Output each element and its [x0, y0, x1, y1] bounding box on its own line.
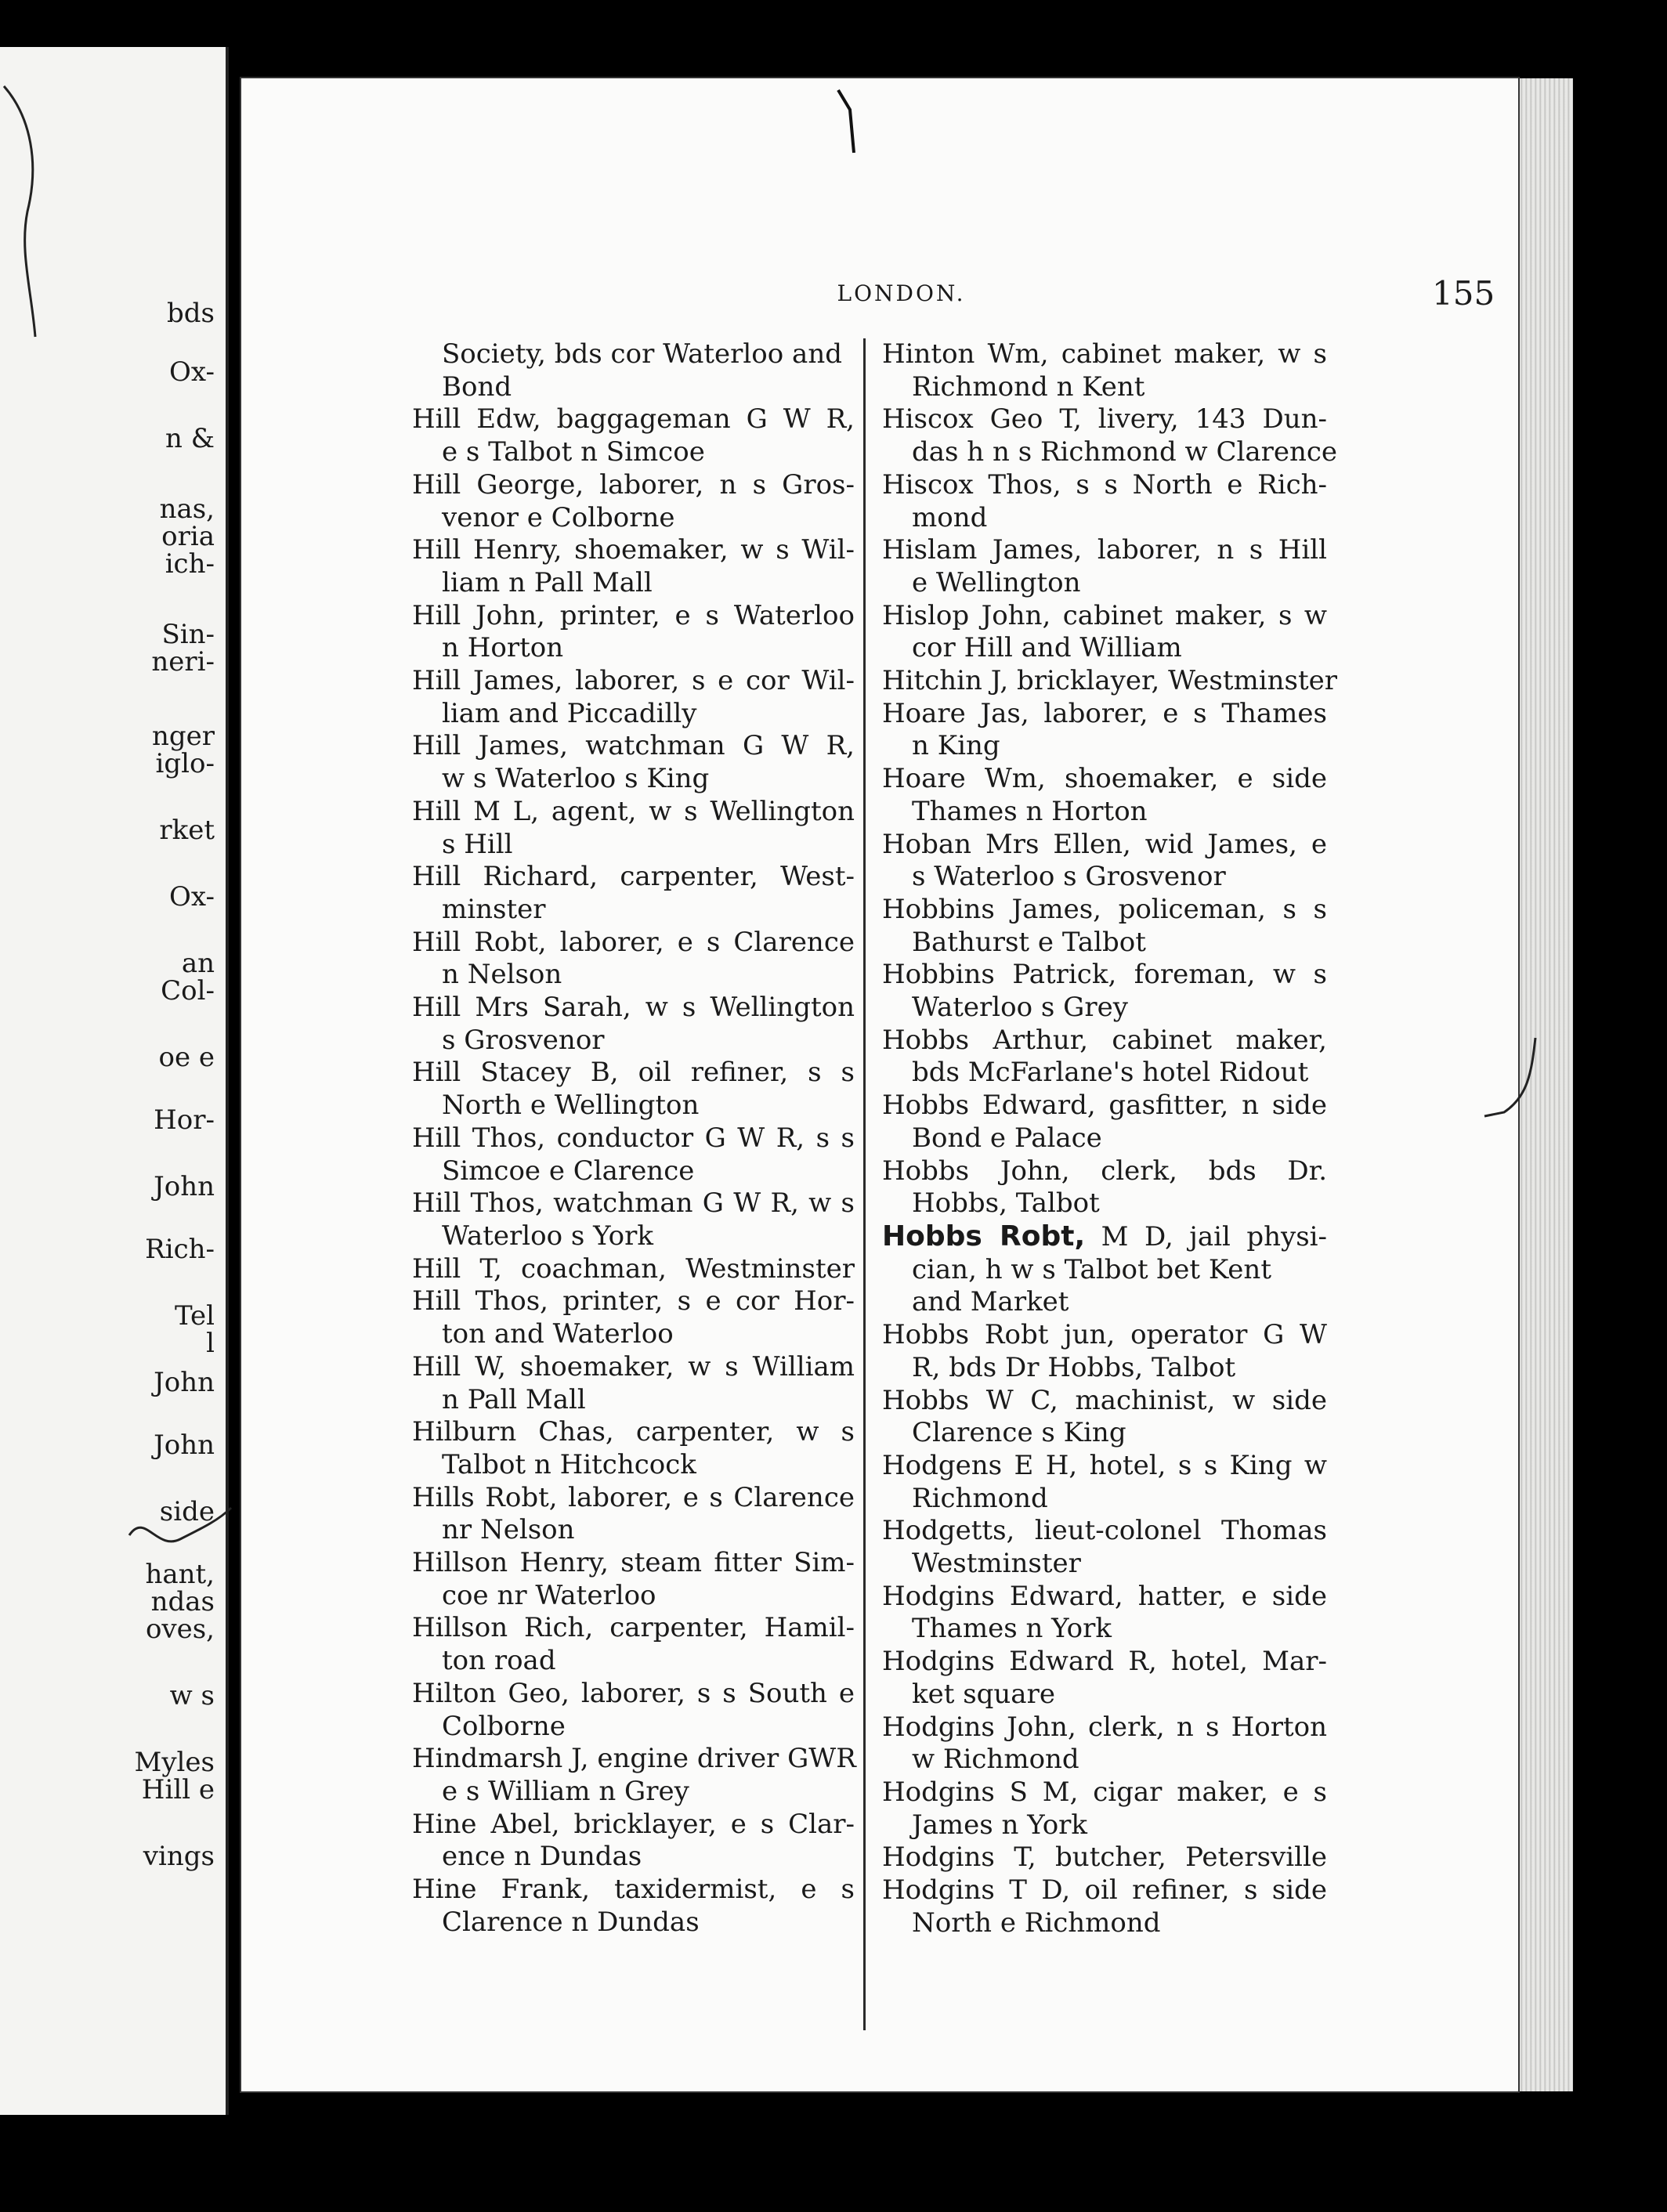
entry-line: Hiscox Thos, s s North e Rich- — [882, 468, 1327, 501]
entry-continuation: n King — [912, 730, 1000, 762]
entry-line: Hill Thos, watchman G W R, w s — [412, 1187, 855, 1220]
entry-continuation: Clarence n Dundas — [442, 1906, 700, 1938]
entry-line: Hobbs W C, machinist, w side — [882, 1384, 1327, 1416]
left-column — [412, 338, 855, 1939]
entry-line: Society, bds cor Waterloo and — [442, 338, 842, 370]
entry-line: Hoare Wm, shoemaker, e side — [882, 763, 1327, 795]
fragment-text: rket — [159, 815, 215, 846]
fragment-text: Ox- — [169, 356, 215, 388]
entry-continuation: venor e Colborne — [442, 501, 675, 533]
fragment-text: Ox- — [169, 881, 215, 913]
fragment-text: ndas — [150, 1586, 215, 1617]
directory-entry — [412, 1253, 855, 1286]
entry-continuation: Colborne — [442, 1710, 566, 1742]
entry-continuation: ton and Waterloo — [442, 1318, 674, 1350]
entry-line: Hill James, laborer, s e cor Wil- — [412, 665, 855, 697]
directory-entry — [412, 1122, 855, 1187]
entry-continuation: Westminster — [912, 1548, 1081, 1580]
entry-line: Hitchin J, bricklayer, Westminster — [882, 665, 1338, 697]
column-rule — [863, 338, 866, 2030]
directory-entry — [882, 829, 1327, 894]
entry-continuation: Bathurst e Talbot — [912, 926, 1146, 958]
directory-entry — [412, 796, 855, 861]
entry-continuation: Richmond n Kent — [912, 370, 1145, 403]
fragment-text: iglo- — [155, 748, 215, 779]
directory-entry — [882, 698, 1327, 763]
directory-entry — [412, 1187, 855, 1252]
fragment-text: Tel — [174, 1300, 215, 1332]
entry-continuation: R, bds Dr Hobbs, Talbot — [912, 1351, 1236, 1383]
directory-entry — [882, 1842, 1327, 1874]
entry-continuation: n Horton — [442, 632, 564, 664]
entry-line: Hodgins T D, oil refiner, s side — [882, 1874, 1327, 1907]
entry-continuation: coe nr Waterloo — [442, 1579, 656, 1611]
fragment-text: side — [159, 1496, 215, 1527]
directory-entry — [882, 1711, 1327, 1776]
directory-entry — [412, 1482, 855, 1547]
directory-entry — [412, 927, 855, 992]
running-head: LONDON. — [837, 280, 966, 306]
entry-continuation: s Waterloo s Grosvenor — [912, 861, 1226, 893]
directory-entry — [882, 894, 1327, 959]
directory-entry — [412, 1057, 855, 1122]
directory-entry — [412, 600, 855, 665]
fragment-text: w s — [169, 1680, 215, 1711]
entry-continuation: e Wellington — [912, 566, 1081, 598]
directory-entry — [882, 403, 1338, 468]
entry-continuation: Waterloo s York — [442, 1220, 653, 1252]
entry-line: Hoare Jas, laborer, e s Thames — [882, 697, 1327, 729]
fragment-text: oria — [161, 521, 215, 552]
directory-entry — [412, 1809, 855, 1874]
directory-entry — [882, 338, 1327, 403]
entry-continuation: e s Talbot n Simcoe — [442, 436, 705, 468]
entry-continuation: James n York — [912, 1809, 1088, 1841]
entry-line: Hiscox Geo T, livery, 143 Dun- — [882, 403, 1327, 436]
scan-curl-left — [0, 70, 63, 352]
page-number: 155 — [1432, 274, 1495, 313]
directory-entry — [882, 1319, 1327, 1384]
entry-continuation: ket square — [912, 1678, 1055, 1710]
directory-entry — [412, 1351, 855, 1416]
directory-entry — [412, 1678, 855, 1743]
fragment-text: neri- — [151, 646, 215, 678]
entry-line: Hobbs Arthur, cabinet maker, — [882, 1024, 1327, 1056]
directory-entry — [412, 665, 855, 730]
entry-continuation: liam and Piccadilly — [442, 697, 697, 729]
entry-continuation: w Richmond — [912, 1744, 1079, 1776]
entry-line: Hodgins Edward, hatter, e side — [882, 1580, 1327, 1612]
fragment-text: bds — [167, 298, 215, 329]
pencil-squiggle — [125, 1504, 235, 1559]
entry-continuation: North e Wellington — [442, 1090, 700, 1122]
directory-entry — [412, 992, 855, 1057]
entry-continuation: bds McFarlane's hotel Ridout — [912, 1057, 1309, 1089]
entry-line: Hill W, shoemaker, w s William — [412, 1350, 855, 1382]
entry-line: Hill Robt, laborer, e s Clarence — [412, 926, 855, 958]
fragment-text: Hill e — [141, 1774, 215, 1805]
directory-entry — [412, 534, 855, 599]
entry-line: Hill John, printer, e s Waterloo — [412, 599, 855, 631]
entry-line: Hodgins T, butcher, Petersville — [882, 1842, 1327, 1874]
directory-entry — [412, 861, 855, 926]
entry-line: Hindmarsh J, engine driver GWR — [412, 1743, 856, 1775]
directory-entry — [412, 469, 855, 534]
entry-name: Hobbs Robt, — [882, 1220, 1086, 1252]
entry-continuation: Bond — [442, 370, 512, 403]
directory-entry — [882, 1776, 1327, 1842]
entry-continuation: das h n s Richmond w Clarence — [912, 436, 1338, 468]
entry-line: Hobbins James, policeman, s s — [882, 893, 1327, 925]
fragment-text: John — [154, 1171, 215, 1202]
fragment-text: l — [206, 1328, 215, 1359]
entry-line: Hill James, watchman G W R, — [412, 730, 855, 762]
directory-entry — [882, 600, 1327, 665]
directory-entry — [882, 1155, 1327, 1220]
directory-page — [241, 78, 1518, 2091]
directory-entry — [882, 1515, 1327, 1580]
entry-continuation: minster — [442, 893, 546, 925]
directory-entry — [882, 959, 1327, 1024]
fragment-text: Hor- — [154, 1104, 215, 1136]
entry-line: Hill George, laborer, n s Gros- — [412, 468, 855, 501]
entry-continuation: liam n Pall Mall — [442, 566, 653, 598]
pencil-squiggle — [1481, 1034, 1543, 1120]
directory-entry — [882, 1581, 1327, 1646]
directory-entry — [882, 1090, 1327, 1155]
fragment-text: John — [154, 1367, 215, 1398]
directory-entry — [882, 1646, 1327, 1711]
entry-line: Hine Abel, bricklayer, e s Clar- — [412, 1808, 855, 1840]
entry-text: M D, jail physi- — [1085, 1220, 1328, 1252]
entry-line: Hobbins Patrick, foreman, w s — [882, 959, 1327, 991]
entry-line: Hill Thos, printer, s e cor Hor- — [412, 1285, 855, 1317]
fragment-text: John — [154, 1429, 215, 1461]
right-column — [882, 338, 1338, 1939]
entry-line: Hine Frank, taxidermist, e s — [412, 1874, 855, 1906]
entry-continuation: Clarence s King — [912, 1417, 1126, 1449]
entry-line: Hislam James, laborer, n s Hill — [882, 534, 1327, 566]
entry-line: Hodgins S M, cigar maker, e s — [882, 1776, 1327, 1808]
fragment-text: vings — [143, 1841, 215, 1872]
directory-entry — [412, 1743, 855, 1808]
fragment-text: Rich- — [145, 1234, 215, 1265]
entry-line: Hoban Mrs Ellen, wid James, e — [882, 828, 1327, 860]
entry-continuation: ence n Dundas — [442, 1841, 642, 1873]
directory-entry — [412, 1874, 855, 1939]
entry-line: Hinton Wm, cabinet maker, w s — [882, 338, 1327, 370]
directory-entry — [882, 763, 1327, 828]
entry-continuation: Thames n York — [912, 1613, 1112, 1645]
entry-line: Hodgins Edward R, hotel, Mar- — [882, 1646, 1327, 1678]
entry-line: Hodgens E H, hotel, s s King w — [882, 1449, 1327, 1481]
directory-entry — [412, 1416, 855, 1481]
directory-entry — [882, 1450, 1327, 1515]
entry-continuation: Talbot n Hitchcock — [442, 1448, 696, 1480]
entry-line: Hill Edw, baggageman G W R, — [412, 403, 855, 436]
entry-line: Hill M L, agent, w s Wellington — [412, 795, 855, 827]
entry-continuation: s Hill — [442, 828, 513, 860]
entry-line: Hill Thos, conductor G W R, s s — [412, 1122, 855, 1154]
entry-line: Hobbs John, clerk, bds Dr. — [882, 1155, 1327, 1187]
entry-continuation: n Nelson — [442, 959, 562, 991]
entry-line: Hodgetts, lieut-colonel Thomas — [882, 1515, 1327, 1547]
directory-entry — [882, 1874, 1327, 1939]
directory-entry — [412, 1285, 855, 1350]
directory-entry — [412, 1547, 855, 1612]
entry-continuation: Bond e Palace — [912, 1122, 1102, 1154]
entry-line: Hobbs Robt jun, operator G W — [882, 1319, 1327, 1351]
entry-line: Hilton Geo, laborer, s s South e — [412, 1677, 855, 1709]
entry-continuation: mond — [912, 501, 988, 533]
entry-continuation: ton road — [442, 1645, 556, 1677]
fragment-text: Sin- — [161, 619, 215, 650]
directory-entry — [882, 534, 1327, 599]
directory-entry — [882, 1025, 1327, 1090]
entry-continuation: Richmond — [912, 1482, 1048, 1514]
fragment-text: n & — [165, 423, 215, 454]
directory-entry — [412, 730, 855, 795]
directory-entry — [412, 1612, 855, 1677]
facing-page-fragment — [0, 47, 229, 2115]
entry-line: Hilburn Chas, carpenter, w s — [412, 1416, 855, 1448]
fragment-text: Myles — [134, 1747, 215, 1778]
entry-continuation: n Pall Mall — [442, 1383, 586, 1415]
entry-continuation: Hobbs, Talbot — [912, 1187, 1100, 1220]
entry-line: Hill Mrs Sarah, w s Wellington — [412, 992, 855, 1024]
entry-line: Hill Henry, shoemaker, w s Wil- — [412, 534, 855, 566]
entry-continuation: cor Hill and William — [912, 632, 1182, 664]
entry-continuation: Thames n Horton — [912, 795, 1148, 827]
entry-continuation: s Grosvenor — [442, 1024, 605, 1056]
entry-continuation: North e Richmond — [912, 1907, 1161, 1939]
directory-entry — [412, 338, 855, 403]
fragment-text: nger — [151, 721, 215, 752]
entry-line: Hobbs Edward, gasfitter, n side — [882, 1090, 1327, 1122]
entry-line: Hill Richard, carpenter, West- — [412, 861, 855, 893]
entry-continuation: e s William n Grey — [442, 1775, 689, 1807]
entry-continuation: and Market — [912, 1286, 1069, 1318]
fragment-text: oves, — [145, 1614, 215, 1645]
entry-continuation: nr Nelson — [442, 1514, 575, 1546]
entry-line: Hislop John, cabinet maker, s w — [882, 599, 1327, 631]
entry-line: Hills Robt, laborer, e s Clarence — [412, 1481, 855, 1513]
entry-continuation: Waterloo s Grey — [912, 992, 1128, 1024]
fragment-text: ich- — [165, 548, 215, 580]
directory-entry — [882, 1220, 1327, 1319]
entry-line: Hodgins John, clerk, n s Horton — [882, 1711, 1327, 1743]
fragment-text: nas, — [159, 493, 215, 525]
directory-entry — [882, 1385, 1327, 1450]
entry-continuation: w s Waterloo s King — [442, 763, 710, 795]
fragment-text: oe e — [158, 1042, 215, 1073]
margin-mark — [830, 86, 877, 157]
entry-line: Hillson Rich, carpenter, Hamil- — [412, 1612, 855, 1644]
entry-line: Hill Stacey B, oil refiner, s s — [412, 1057, 855, 1089]
entry-line: Hill T, coachman, Westminster — [412, 1252, 855, 1285]
fragment-text: an — [181, 948, 215, 979]
entry-continuation: Simcoe e Clarence — [442, 1155, 695, 1187]
fragment-text: Col- — [161, 975, 215, 1007]
entry-continuation: cian, h w s Talbot bet Kent — [912, 1253, 1271, 1285]
directory-entry — [882, 469, 1327, 534]
entry-line: Hillson Henry, steam fitter Sim- — [412, 1547, 855, 1579]
directory-entry — [412, 403, 855, 468]
directory-entry — [882, 665, 1338, 698]
fragment-text: hant, — [145, 1559, 215, 1590]
